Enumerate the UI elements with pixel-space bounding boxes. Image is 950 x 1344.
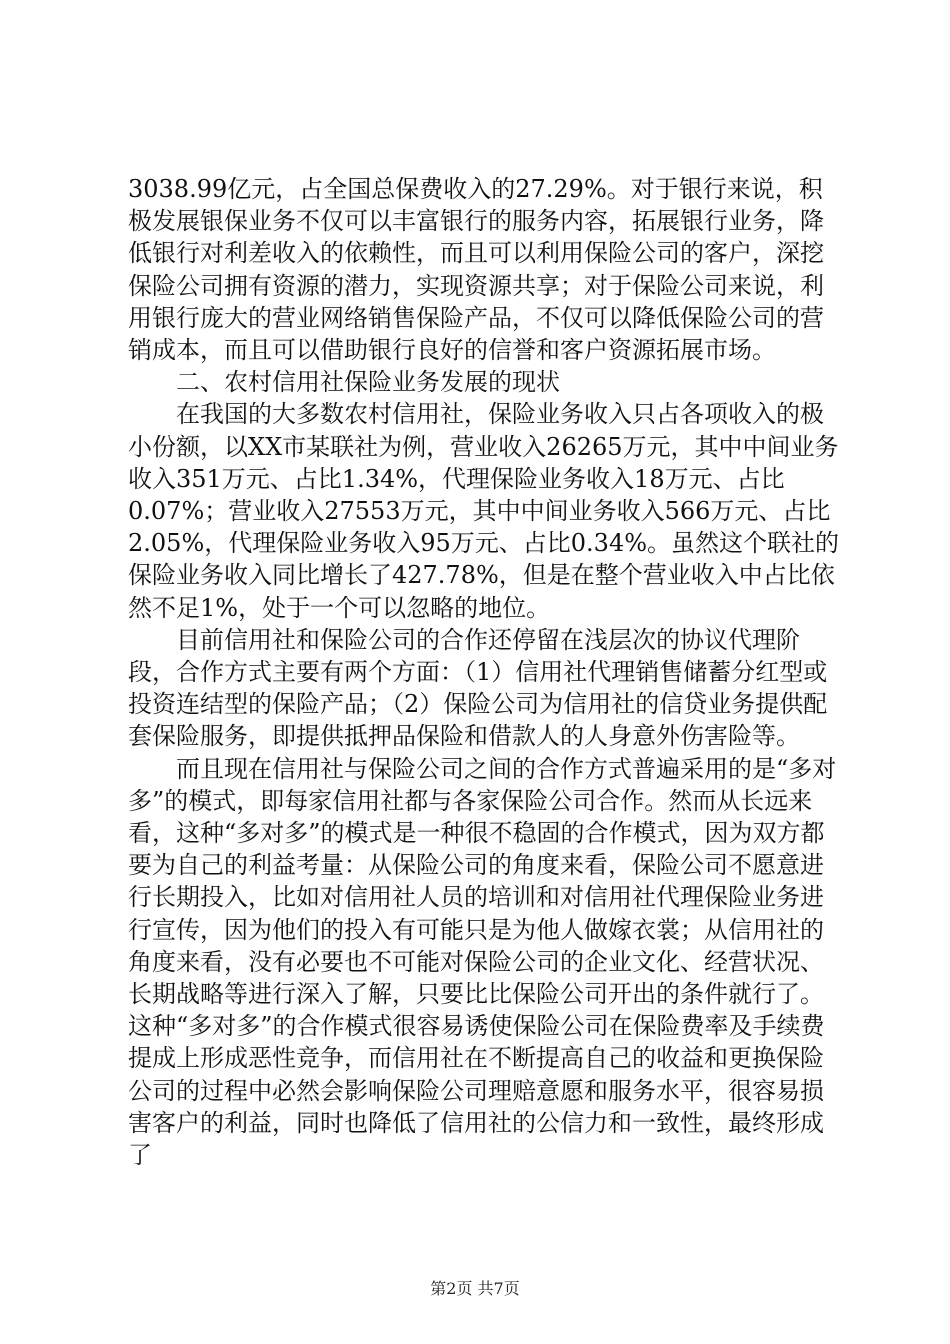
paragraph-1: 3038.99亿元，占全国总保费收入的27.29%。对于银行来说，积极发展银保业务不仅可以丰富银行的服务内容，拓展银行业务，降低银行对利差收入的依赖性，而且可以利用保险公司的客户，深挖保险公司拥有资源的潜力，实现资源共享；对于保险公司来说，利用银行庞大的营业网络销售保险产品，不仅可以降低保险公司的营销成本，而且可以借助银行良好的信誉和客户资源拓展市场。 [128, 175, 824, 365]
document-body [128, 173, 840, 1171]
paragraph-4: 而且现在信用社与保险公司之间的合作方式普遍采用的是“多对多”的模式，即每家信用社都与各家保险公司合作。然而从长远来看，这种“多对多”的模式是一种很不稳固的合作模式，因为双方都要为自己的利益考量：从保险公司的角度来看，保险公司不愿意进行长期投入，比如对信用社人员的培训和对信用社代理保险业务进行宣传，因为他们的投入有可能只是为他人做嫁衣裳；从信用社的角度来看，没有必要也不可能对保险公司的企业文化、经营状况、长期战略等进行深入了解，只要比比保险公司开出的条件就行了。这种“多对多”的合作模式很容易诱使保险公司在保险费率及手续费提成上形成恶性竞争，而信用社在不断提高自己的收益和更换保险公司的过程中必然会影响保险公司理赔意愿和服务水平，很容易损害客户的利益，同时也降低了信用社的公信力和一致性，最终形成了 [128, 754, 837, 1170]
paragraph-2: 在我国的大多数农村信用社，保险业务收入只占各项收入的极小份额，以XX市某联社为例，营业收入26265万元，其中中间业务收入351万元、占比1.34%，代理保险业务收入18万元、占比0.07%；营业收入27553万元，其中中间业务收入566万元、占比2.05%，代理保险业务收入95万元、占比0.34%。虽然这个联社的保险业务收入同比增长了427.78%，但是在整个营业收入中占比依然不足1%，处于一个可以忽略的地位。 [128, 400, 840, 622]
paragraph-3: 目前信用社和保险公司的合作还停留在浅层次的协议代理阶段，合作方式主要有两个方面：（1）信用社代理销售储蓄分红型或投资连结型的保险产品；（2）保险公司为信用社的信贷业务提供配套保险服务，即提供抵押品保险和借款人的人身意外伤害险等。 [128, 625, 828, 751]
page-footer: 第2页 共7页 [430, 1279, 520, 1298]
section-heading: 二、农村信用社保险业务发展的现状 [176, 368, 560, 397]
